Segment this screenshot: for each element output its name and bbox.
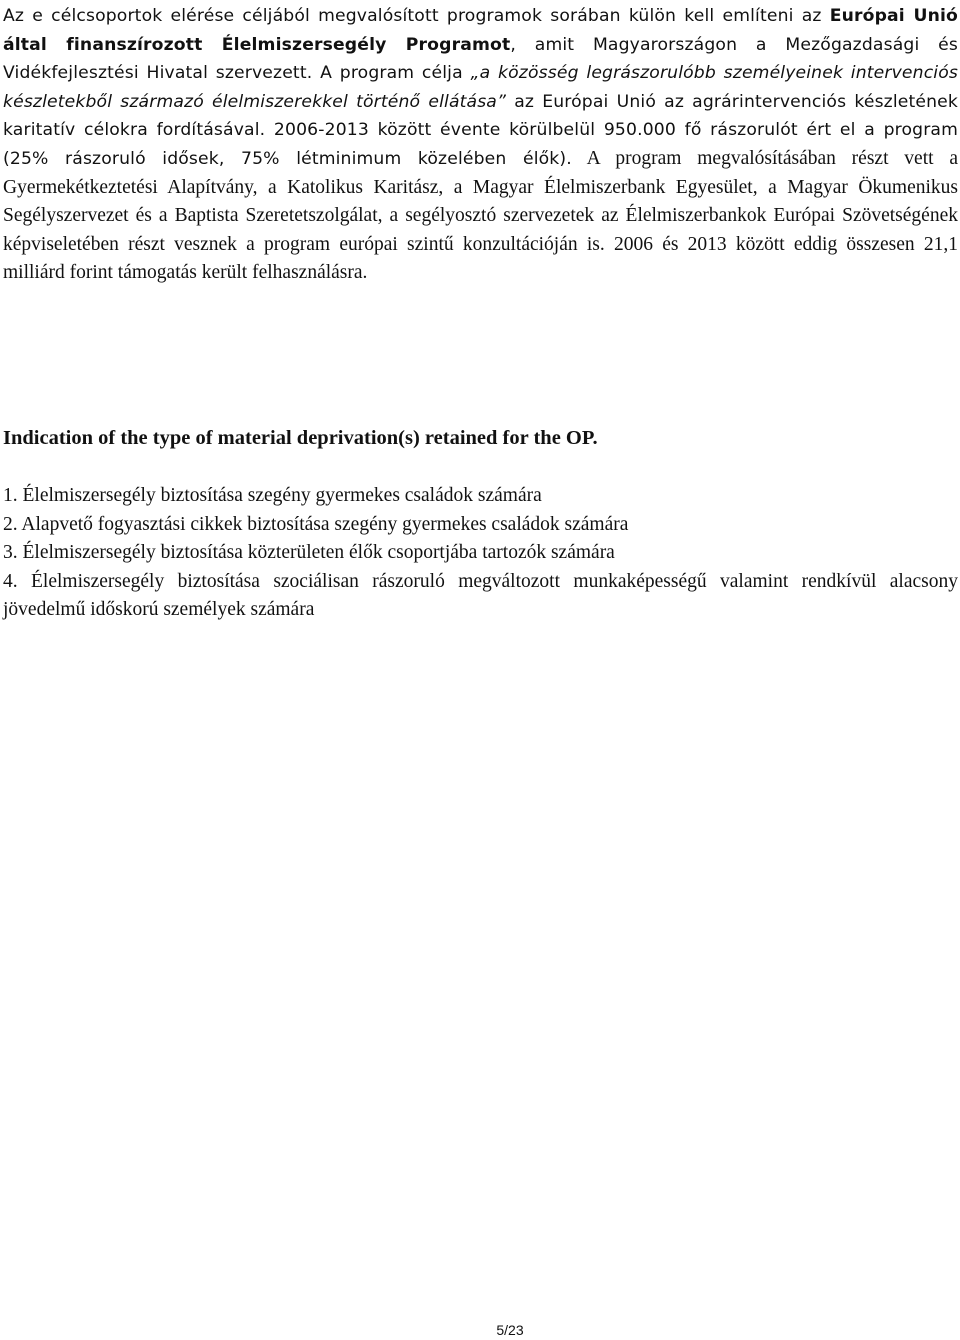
list-item: 2. Alapvető fogyasztási cikkek biztosítása szegény gyermekes családok számára bbox=[3, 513, 629, 535]
paragraph-segment-4: A program célja bbox=[320, 63, 471, 84]
paragraph-segment-6: az Európai Unió az agrárintervenciós készletének karitatív célokra fordításával. 2006-2013 között évente körülbelül 950 bbox=[3, 91, 958, 141]
page-number: 5/23 bbox=[496, 1322, 524, 1338]
paragraph-segment-8: A program megvalósításában részt vett a Gyermekétkeztetési Alapítvány, a Katolikus Karitász, a Magyar Élelmiszerbank Egyesület, a Magyar Ökumenikus Segélyszervezet és a Baptista Szeretetszolgálat, a segélyosztó szervezetek az Élelmiszerbankok Európai Szövetségének képviseletében részt vesznek a program európai szintű konzultációján is. bbox=[3, 147, 958, 255]
program-name-bold: Európai Unió által finanszírozott Élelmiszersegély Programot bbox=[3, 6, 958, 55]
paragraph-segment-7: .000 fő rászorulót ért el a program (25% rászoruló idősek, 75% létminimum közelében élők). bbox=[3, 120, 959, 169]
body-paragraph bbox=[3, 2, 958, 288]
list-item: 4. Élelmiszersegély biztosítása szociálisan rászoruló megváltozott munkaképességű valamint rendkívül alacsony jövedelmű időskorú személyek számára bbox=[3, 570, 958, 621]
deprivation-list bbox=[3, 482, 958, 625]
paragraph-segment-9: 2006 és 2013 között eddig összesen 21,1 milliárd forint támogatás került felhasználásra. bbox=[3, 233, 959, 284]
list-item: 1. Élelmiszersegély biztosítása szegény gyermekes családok számára bbox=[3, 485, 542, 506]
paragraph-segment-1: Az e célcsoportok elérése céljából megvalósított programok sorában külön kell említeni az bbox=[3, 6, 830, 26]
section-heading: Indication of the type of material deprivation(s) retained for the OP. bbox=[3, 427, 598, 449]
list-item: 3. Élelmiszersegély biztosítása közterületen élők csoportjába tartozók számára bbox=[3, 542, 615, 564]
program-goal-quote: „a közösség legrászorulóbb személyeinek intervenciós készletekből származó élelmiszerekkel történő ellátása” bbox=[3, 63, 958, 112]
paragraph-segment-3: , amit Magyarországon a Mezőgazdasági és Vidékfejlesztési Hivatal szervezett. bbox=[3, 34, 958, 84]
